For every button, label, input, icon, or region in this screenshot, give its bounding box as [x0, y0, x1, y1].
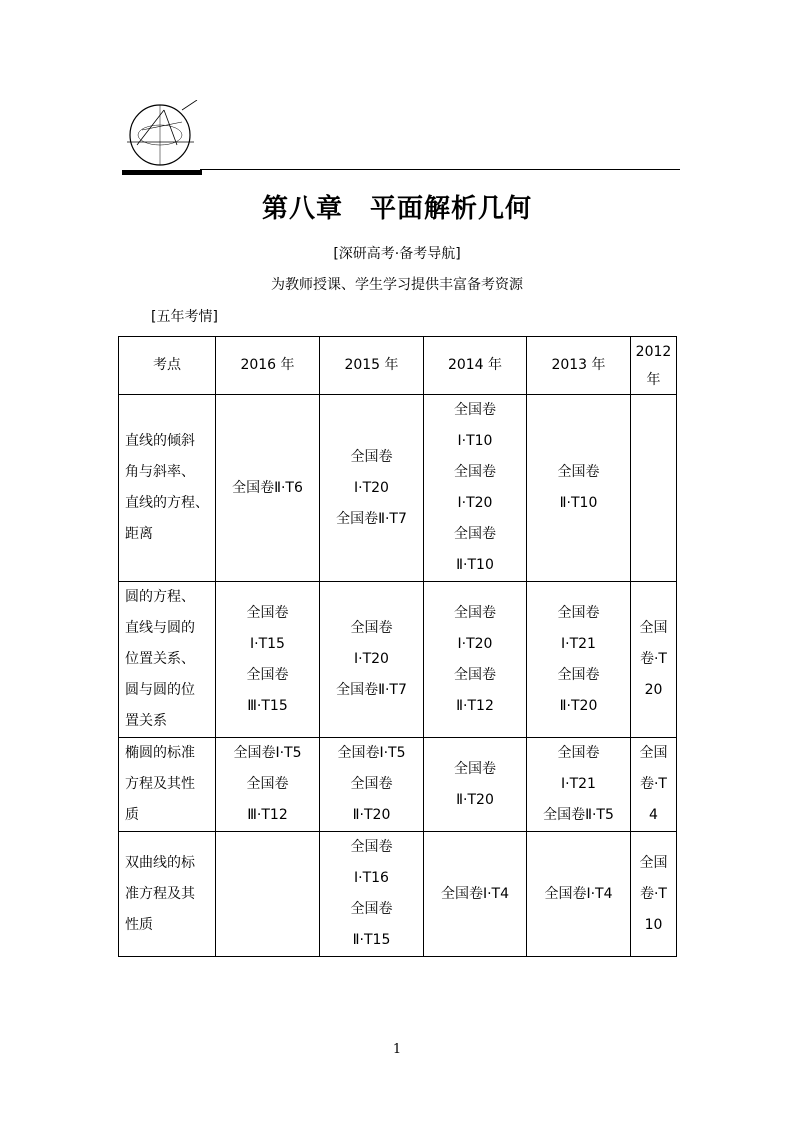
exam-ref: Ⅰ·T20: [457, 495, 493, 511]
topic-line: 椭圆的标准: [125, 745, 195, 761]
exam-cell: [216, 832, 320, 957]
exam-ref: 全国卷: [246, 604, 289, 621]
exam-ref: 全国卷Ⅰ·T5: [233, 745, 302, 761]
header-2013: 2013 年: [527, 337, 631, 395]
topic-line: 直线的方程、: [125, 495, 209, 511]
topic-line: 性质: [125, 916, 153, 933]
chapter-logo: [122, 100, 202, 180]
exam-ref: Ⅰ·T16: [354, 870, 389, 886]
topic-cell: [119, 582, 216, 738]
topic-line: 圆与圆的位: [125, 682, 195, 698]
table-row: [119, 395, 677, 582]
exam-ref: 全国卷: [454, 760, 496, 777]
header-bar: [122, 170, 202, 175]
exam-ref: 全国卷: [557, 604, 600, 621]
exam-cell: [631, 738, 677, 832]
exam-ref: 全国卷: [350, 839, 393, 855]
topic-line: 距离: [125, 526, 153, 542]
exam-cell: [424, 738, 527, 832]
exam-cell: [320, 832, 424, 957]
exam-cell: [216, 738, 320, 832]
exam-cell: [424, 395, 527, 582]
exam-ref: 全国: [639, 745, 668, 761]
topic-line: 方程及其性: [125, 776, 195, 792]
exam-ref: Ⅰ·T21: [561, 635, 596, 652]
exam-ref: Ⅰ·T20: [457, 635, 493, 652]
exam-cell: [631, 395, 677, 582]
exam-ref: Ⅰ·T20: [354, 479, 389, 496]
exam-ref: 全国卷: [350, 620, 393, 636]
exam-cell: [424, 582, 527, 738]
topic-line: 双曲线的标: [125, 854, 195, 871]
exam-cell: [320, 582, 424, 738]
exam-ref: 全国卷: [454, 604, 496, 621]
exam-ref: 4: [649, 807, 658, 823]
topic-cell: [119, 832, 216, 957]
exam-ref: 全国: [639, 620, 668, 636]
topic-line: 角与斜率、: [125, 464, 195, 480]
topic-line: 准方程及其: [125, 885, 195, 902]
table-header-row: [119, 337, 677, 395]
exam-table: [118, 336, 677, 957]
exam-ref: Ⅱ·T12: [456, 697, 494, 714]
exam-ref: Ⅰ·T21: [561, 776, 596, 792]
exam-cell: [527, 832, 631, 957]
topic-line: 置关系: [125, 713, 167, 729]
exam-ref: Ⅰ·T20: [354, 651, 389, 667]
exam-ref: 全国卷Ⅱ·T5: [543, 807, 614, 823]
topic-line: 直线与圆的: [125, 620, 195, 636]
exam-ref: 全国卷: [454, 402, 496, 418]
exam-ref: 全国卷: [350, 448, 393, 465]
exam-ref: Ⅲ·T12: [247, 807, 288, 823]
exam-cell: [320, 395, 424, 582]
exam-ref: 10: [644, 916, 663, 933]
exam-ref: 全国卷Ⅱ·T7: [336, 682, 407, 698]
topic-line: 位置关系、: [125, 651, 195, 667]
exam-cell: [320, 738, 424, 832]
exam-ref: 全国卷: [350, 776, 393, 792]
header-topic: 考点: [119, 337, 216, 395]
exam-ref: 全国卷: [557, 666, 600, 683]
exam-ref: Ⅱ·T15: [352, 932, 391, 948]
table-row: [119, 738, 677, 832]
exam-ref: Ⅱ·T10: [456, 557, 494, 573]
exam-ref: Ⅱ·T20: [456, 791, 494, 808]
section-label: [五年考情]: [151, 309, 218, 325]
table-row: [119, 832, 677, 957]
tagline: 为教师授课、学生学习提供丰富备考资源: [271, 277, 523, 293]
exam-ref: Ⅰ·T10: [457, 433, 493, 449]
topic-line: 质: [125, 807, 139, 823]
exam-cell: [527, 582, 631, 738]
exam-ref: 全国卷Ⅱ·T6: [232, 479, 303, 496]
exam-ref: Ⅰ·T15: [250, 635, 285, 652]
exam-cell: [631, 832, 677, 957]
exam-cell: [424, 832, 527, 957]
exam-ref: 全国卷Ⅰ·T4: [440, 885, 510, 902]
exam-ref: 全国卷: [557, 745, 600, 761]
exam-ref: 20: [644, 682, 663, 698]
exam-cell: [216, 582, 320, 738]
exam-ref: 卷·T: [639, 885, 667, 902]
exam-ref: 全国卷Ⅱ·T7: [336, 510, 407, 527]
topic-cell: [119, 738, 216, 832]
table-row: [119, 582, 677, 738]
exam-ref: 全国卷Ⅰ·T4: [544, 885, 613, 902]
exam-cell: [631, 582, 677, 738]
exam-ref: 全国: [639, 854, 668, 871]
exam-ref: 卷·T: [639, 651, 667, 667]
exam-ref: Ⅱ·T10: [559, 495, 598, 511]
exam-ref: 全国卷Ⅰ·T5: [337, 745, 406, 761]
exam-ref: 全国卷: [454, 666, 496, 683]
exam-ref: 全国卷: [246, 776, 289, 792]
header-2014: 2014 年: [424, 337, 527, 395]
exam-ref: 全国卷: [454, 526, 496, 542]
topic-line: 直线的倾斜: [125, 433, 195, 449]
header-rule: [200, 169, 680, 170]
chapter-title: 第八章 平面解析几何: [261, 194, 532, 224]
exam-cell: [527, 395, 631, 582]
guide-subtitle: [深研高考·备考导航]: [333, 246, 461, 262]
topic-cell: [119, 395, 216, 582]
exam-ref: Ⅲ·T15: [247, 697, 288, 714]
exam-ref: Ⅱ·T20: [352, 807, 391, 823]
exam-ref: 全国卷: [350, 901, 393, 917]
exam-ref: 全国卷: [246, 666, 289, 683]
topic-line: 圆的方程、: [125, 589, 195, 605]
exam-cell: [527, 738, 631, 832]
header-2016: 2016 年: [216, 337, 320, 395]
exam-cell: [216, 395, 320, 582]
exam-ref: Ⅱ·T20: [559, 697, 598, 714]
header-2015: 2015 年: [320, 337, 424, 395]
exam-ref: 全国卷: [454, 464, 496, 480]
exam-ref: 全国卷: [557, 464, 600, 480]
page-number: 1: [392, 1042, 402, 1057]
header-2012: 2012年: [631, 337, 677, 395]
exam-ref: 卷·T: [639, 776, 667, 792]
